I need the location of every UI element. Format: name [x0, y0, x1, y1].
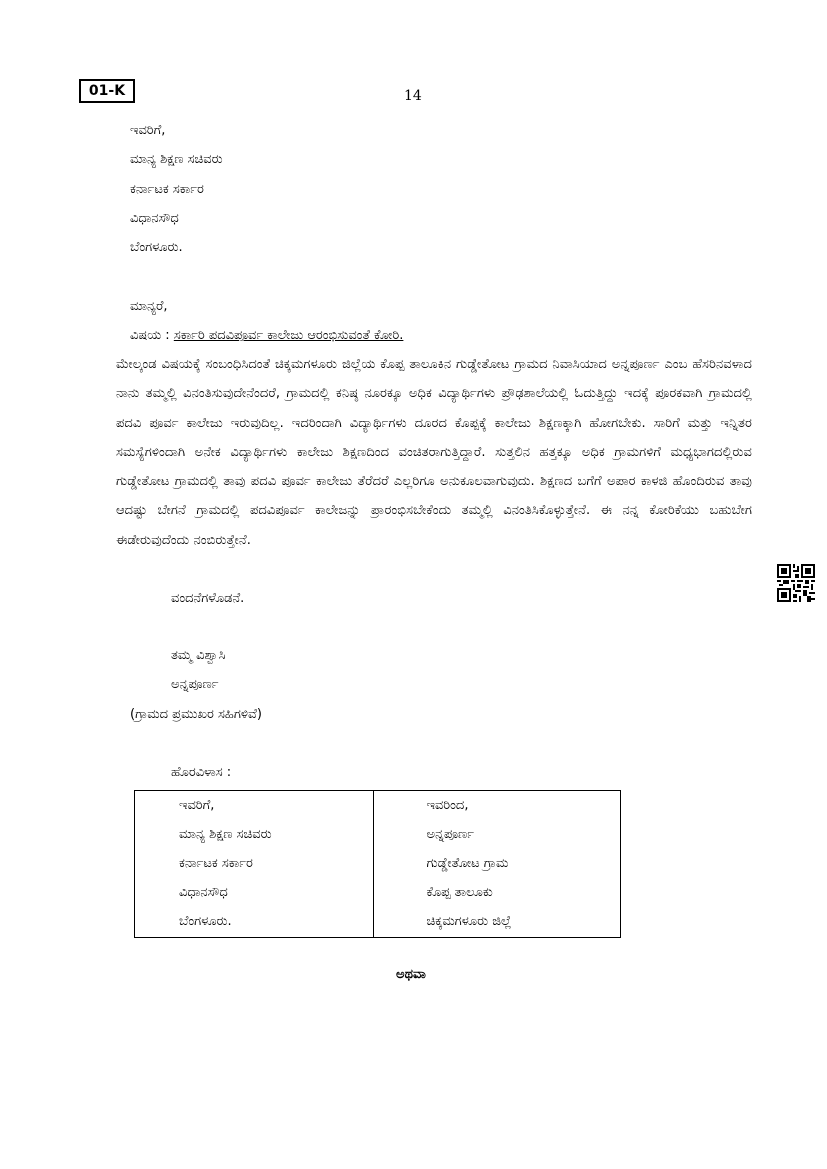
- subject-label: ವಿಷಯ :: [130, 328, 170, 344]
- page-code-box: 01-K: [79, 79, 135, 103]
- letter-body: ಮೇಲ್ಕಂಡ ವಿಷಯಕ್ಕೆ ಸಂಬಂಧಿಸಿದಂತೆ ಚಿಕ್ಕಮಗಳೂರು ಜಿಲ್ಲೆಯ ಕೊಪ್ಪ ತಾಲೂಕಿನ ಗುಡ್ಡೇತೋಟ ಗ್ರಾಮದ ನಿವಾಸಿಯಾದ ಅನ್ನಪೂರ್ಣ ಎಂಬ ಹೆಸರಿನವಳಾದ ನಾನು ತಮ್ಮಲ್ಲಿ ವಿನಂತಿಸುವುದೇನೆಂದರೆ, ಗ್ರಾಮದಲ್ಲಿ ಕನಿಷ್ಠ ನೂರಕ್ಕೂ ಅಧಿಕ ವಿದ್ಯಾರ್ಥಿಗಳು ಪ್ರೌಢಶಾಲೆಯಲ್ಲಿ ಓದುತ್ತಿದ್ದು ಇದಕ್ಕೆ ಪೂರಕವಾಗಿ ಗ್ರಾಮದಲ್ಲಿ ಪದವಿ ಪೂರ್ವ ಕಾಲೇಜು ಇರುವುದಿಲ್ಲ. ಇದರಿಂದಾಗಿ ವಿದ್ಯಾರ್ಥಿಗಳು ದೂರದ ಕೊಪ್ಪಕ್ಕೆ ಕಾಲೇಜು ಶಿಕ್ಷಣಕ್ಕಾಗಿ ಹೋಗಬೇಕು. ಸಾರಿಗೆ ಮತ್ತು ಇನ್ನಿತರ ಸಮಸ್ಯೆಗಳಿಂದಾಗಿ ಅನೇಕ ವಿದ್ಯಾರ್ಥಿಗಳು ಕಾಲೇಜು ಶಿಕ್ಷಣದಿಂದ ವಂಚಿತರಾಗುತ್ತಿದ್ದಾರೆ. ಸುತ್ತಲಿನ ಹತ್ತಕ್ಕೂ ಅಧಿಕ ಗ್ರಾಮಗಳಿಗೆ ಮಧ್ಯಭಾಗದಲ್ಲಿರುವ ಗುಡ್ಡೇತೋಟ ಗ್ರಾಮದಲ್ಲಿ ತಾವು ಪದವಿ ಪೂರ್ವ ಕಾಲೇಜು ತೆರೆದರೆ ಎಲ್ಲರಿಗೂ ಅನುಕೂಲವಾಗುವುದು. ಶಿಕ್ಷಣದ ಬಗೆಗೆ ಅಪಾರ ಕಾಳಜಿ ಹೊಂದಿರುವ ತಾವು ಆದಷ್ಟು ಬೇಗನೆ ಗ್ರಾಮದಲ್ಲಿ ಪದವಿಪೂರ್ವ ಕಾಲೇಜನ್ನು ಪ್ರಾರಂಭಿಸಬೇಕೆಂದು ತಮ್ಮಲ್ಲಿ ವಿನಂತಿಸಿಕೊಳ್ಳುತ್ತೇನೆ. ಈ ನನ್ನ ಕೋರಿಕೆಯು ಬಹುಬೇಗ ಈಡೇರುವುದೆಂದು ನಂಬಿರುತ್ತೇನೆ.: [116, 357, 752, 548]
- recipient-line: ಇವರಿಗೆ,: [130, 123, 166, 138]
- page-number: 14: [404, 88, 422, 104]
- envelope-from-line: ಕೊಪ್ಪ ತಾಲೂಕು: [426, 885, 493, 900]
- envelope-label-block: [171, 758, 231, 787]
- envelope-from-line: ಚಿಕ್ಕಮಗಳೂರು ಜಿಲ್ಲೆ: [426, 914, 512, 929]
- envelope-from-column: [374, 791, 621, 937]
- envelope-to-line: ಮಾನ್ಯ ಶಿಕ್ಷಣ ಸಚಿವರು: [179, 827, 272, 842]
- salutation-block: [130, 292, 403, 351]
- envelope-to-line: ಕರ್ನಾಟಕ ಸರ್ಕಾರ: [179, 856, 253, 871]
- recipient-line: ಮಾನ್ಯ ಶಿಕ್ಷಣ ಸಚಿವರು: [130, 152, 223, 168]
- recipient-line: ಬೆಂಗಳೂರು.: [130, 240, 183, 256]
- subject-line: [130, 321, 403, 350]
- recipient-line: ಕರ್ನಾಟಕ ಸರ್ಕಾರ: [130, 181, 204, 197]
- envelope-label: ಹೊರವಿಳಾಸ :: [171, 765, 232, 780]
- or-separator: ಅಥವಾ: [396, 967, 426, 982]
- subject-text: ಸರ್ಕಾರಿ ಪದವಿಪೂರ್ವ ಕಾಲೇಜು ಆರಂಭಿಸುವಂತೆ ಕೋರಿ.: [173, 328, 404, 344]
- envelope-table: [134, 790, 621, 938]
- qr-code-icon: [777, 564, 815, 602]
- envelope-to-line: ವಿಧಾನಸೌಧ: [179, 885, 228, 900]
- envelope-to-column: [135, 791, 374, 937]
- closing-block: [171, 584, 244, 613]
- signature-block: [171, 641, 225, 700]
- signature-note: (ಗ್ರಾಮದ ಪ್ರಮುಖರ ಸಹಿಗಳಿವೆ): [130, 707, 262, 722]
- envelope-from-line: ಗುಡ್ಡೇತೋಟ ಗ್ರಾಮ: [426, 856, 509, 871]
- closing: ವಂದನೆಗಳೊಡನೆ.: [171, 591, 245, 606]
- salutation: ಮಾನ್ಯರೆ,: [130, 299, 168, 314]
- recipient-line: ವಿಧಾನಸೌಧ: [130, 210, 179, 226]
- envelope-from-line: ಇವರಿಂದ,: [426, 798, 469, 813]
- signature-line: ತಮ್ಮ ವಿಶ್ವಾಸಿ: [171, 648, 226, 663]
- recipient-address: [130, 116, 223, 262]
- envelope-to-line: ಬೆಂಗಳೂರು.: [179, 914, 232, 929]
- signature-note-block: [130, 700, 262, 729]
- signature-name: ಅನ್ನಪೂರ್ಣ: [171, 677, 219, 693]
- envelope-from-line: ಅನ್ನಪೂರ್ಣ: [426, 827, 475, 842]
- envelope-to-line: ಇವರಿಗೆ,: [179, 798, 215, 813]
